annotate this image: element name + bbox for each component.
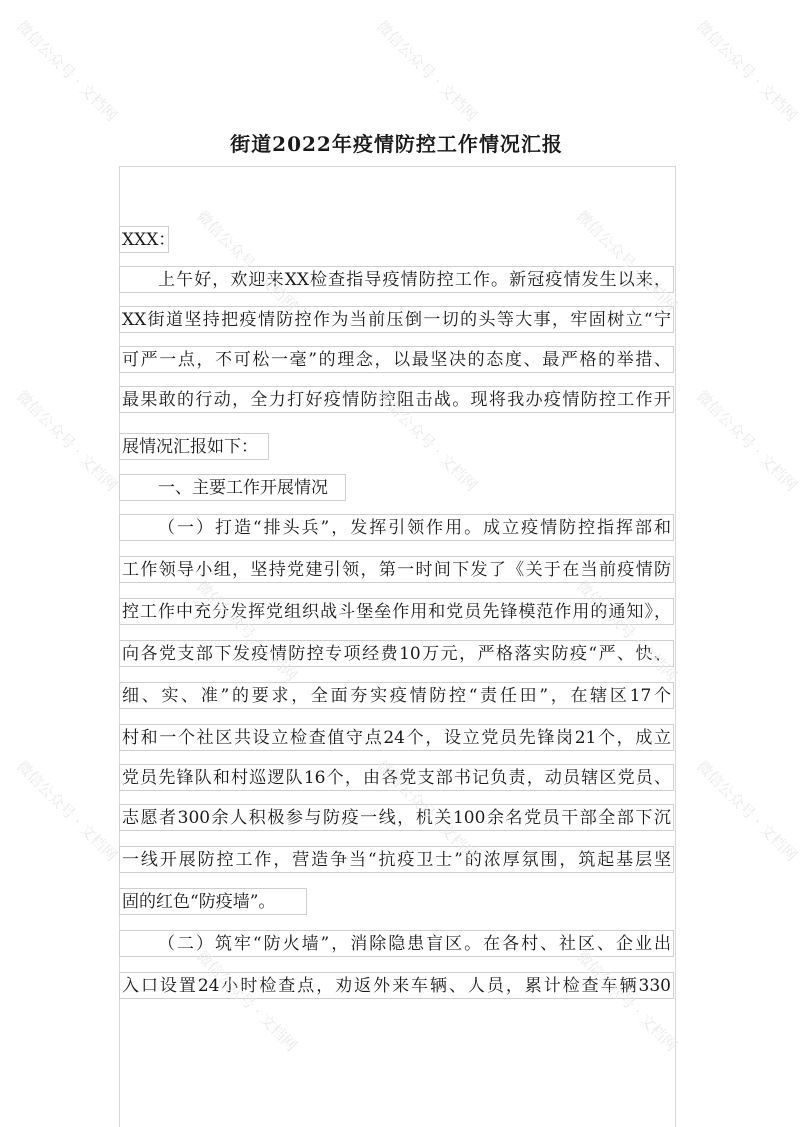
paragraph-line: 入口设置24小时检查点，劝返外来车辆、人员，累计检查车辆330 <box>119 972 674 999</box>
paragraph-line: （二）筑牢“防火墙”，消除隐患盲区。在各村、社区、企业出 <box>119 930 674 957</box>
paragraph-line: 展情况汇报如下： <box>119 433 269 460</box>
paragraph-line: 向各党支部下发疫情防控专项经费10万元，严格落实防疫“严、快、 <box>119 640 674 667</box>
watermark: 微信公众号 · 文档网 <box>192 207 301 315</box>
watermark: 微信公众号 · 文档网 <box>192 577 301 685</box>
watermark: 微信公众号 · 文档网 <box>12 387 121 495</box>
salutation: XXX： <box>119 226 169 253</box>
paragraph-line: 固的红色“防疫墙”。 <box>119 888 307 915</box>
section-heading: 一、主要工作开展情况 <box>119 474 346 501</box>
watermark: 微信公众号 · 文档网 <box>692 387 801 495</box>
paragraph-line: 最果敢的行动，全力打好疫情防控阻击战。现将我办疫情防控工作开 <box>119 386 674 413</box>
watermark: 微信公众号 · 文档网 <box>192 947 301 1055</box>
watermark: 微信公众号 · 文档网 <box>372 17 481 125</box>
watermark: 微信公众号 · 文档网 <box>692 757 801 865</box>
paragraph-line: 一线开展防控工作，营造争当“抗疫卫士”的浓厚氛围，筑起基层坚 <box>119 846 674 873</box>
watermark: 微信公众号 · 文档网 <box>372 757 481 865</box>
paragraph-line: 村和一个社区共设立检查值守点24个，设立党员先锋岗21个，成立 <box>119 724 674 751</box>
watermark: 微信公众号 · 文档网 <box>372 387 481 495</box>
paragraph-line: 党员先锋队和村巡逻队16个，由各党支部书记负责，动员辖区党员、 <box>119 764 674 791</box>
paragraph-line: （一）打造“排头兵”，发挥引领作用。成立疫情防控指挥部和 <box>119 514 674 541</box>
watermark: 微信公众号 · 文档网 <box>572 577 681 685</box>
watermark: 微信公众号 · 文档网 <box>12 757 121 865</box>
watermark: 微信公众号 · 文档网 <box>572 947 681 1055</box>
document-title: 街道2022年疫情防控工作情况汇报 <box>230 132 563 156</box>
watermark: 微信公众号 · 文档网 <box>12 17 121 125</box>
paragraph-line: 上午好，欢迎来XX检查指导疫情防控工作。新冠疫情发生以来， <box>119 266 674 293</box>
paragraph-line: 工作领导小组，坚持党建引领，第一时间下发了《关于在当前疫情防 <box>119 556 674 583</box>
paragraph-line: 细、实、准”的要求，全面夯实疫情防控“责任田”，在辖区17个 <box>119 682 674 709</box>
paragraph-line: XX街道坚持把疫情防控作为当前压倒一切的头等大事，牢固树立“宁 <box>119 306 674 333</box>
paragraph-line: 可严一点，不可松一毫”的理念，以最坚决的态度、最严格的举措、 <box>119 346 674 373</box>
paragraph-line: 控工作中充分发挥党组织战斗堡垒作用和党员先锋模范作用的通知》， <box>119 598 674 625</box>
watermark: 微信公众号 · 文档网 <box>692 17 801 125</box>
paragraph-line: 志愿者300余人积极参与防疫一线，机关100余名党员干部全部下沉 <box>119 804 674 831</box>
watermark: 微信公众号 · 文档网 <box>572 207 681 315</box>
